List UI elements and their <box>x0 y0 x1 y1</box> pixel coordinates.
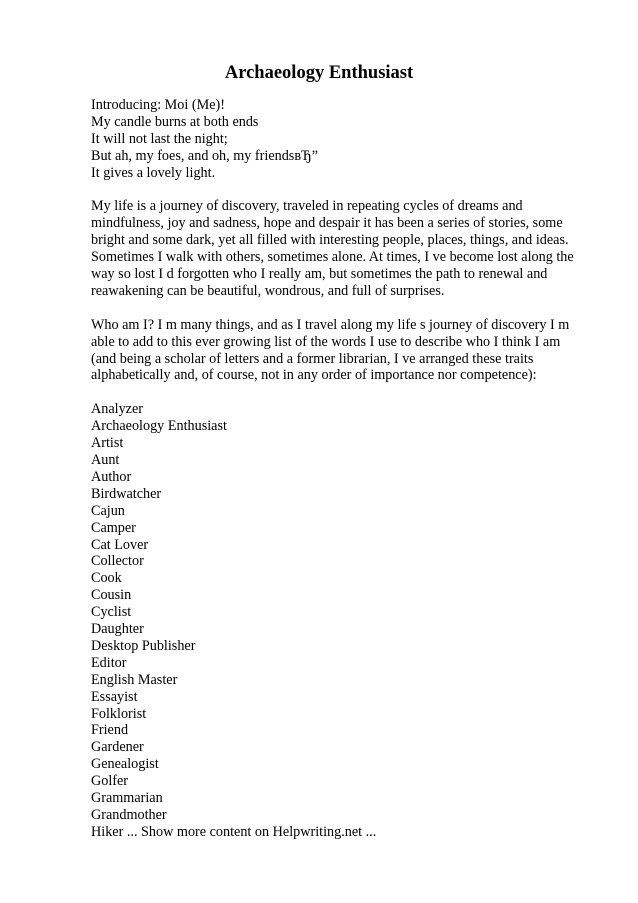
paragraph-line: reawakening can be beautiful, wondrous, and full of surprises. <box>91 282 445 299</box>
trait-item: Birdwatcher <box>91 485 162 502</box>
document-title: Archaeology Enthusiast <box>224 63 414 83</box>
trait-item: Desktop Publisher <box>91 637 196 654</box>
traits-list <box>91 401 601 841</box>
trait-item: Grammarian <box>91 790 163 807</box>
poem-line: Introducing: Moi (Me)! <box>91 97 225 113</box>
trait-item: Cyclist <box>91 604 132 621</box>
paragraph-line: (and being a scholar of letters and a former librarian, I ve arranged these traits <box>91 350 534 367</box>
trait-item: Author <box>91 468 132 485</box>
trait-item: Cat Lover <box>91 536 149 553</box>
paragraph-line: able to add to this ever growing list of the words I use to describe who I think I am <box>91 333 561 350</box>
poem-block <box>91 97 601 182</box>
poem-line: My candle burns at both ends <box>91 113 259 130</box>
trait-item: Analyzer <box>91 401 143 418</box>
trait-item: Gardener <box>91 739 144 756</box>
trait-item: English Master <box>91 671 178 688</box>
trait-item-more: Hiker ... Show more content on Helpwriting.net ... <box>91 823 377 840</box>
paragraph-line: Who am I? I m many things, and as I travel along my life s journey of discovery I m <box>91 316 570 333</box>
paragraph-life-journey <box>91 198 601 299</box>
trait-item: Essayist <box>91 688 138 705</box>
trait-item: Genealogist <box>91 756 159 773</box>
trait-item: Friend <box>91 722 129 739</box>
paragraph-line: bright and some dark, yet all filled with interesting people, places, things, and ideas. <box>91 232 569 249</box>
trait-item: Grandmother <box>91 807 167 824</box>
poem-line: It will not last the night; <box>91 130 228 147</box>
trait-item: Folklorist <box>91 705 147 722</box>
trait-item: Camper <box>91 519 136 536</box>
trait-item: Archaeology Enthusiast <box>91 418 227 435</box>
paragraph-line: alphabetically and, of course, not in any order of importance nor competence): <box>91 367 537 384</box>
trait-item: Daughter <box>91 621 144 638</box>
trait-item: Editor <box>91 654 127 671</box>
trait-item: Collector <box>91 553 144 570</box>
poem-line: It gives a lovely light. <box>91 164 216 181</box>
paragraph-line: Sometimes I walk with others, sometimes alone. At times, I ve become lost along the <box>91 249 574 266</box>
paragraph-line: mindfulness, joy and sadness, hope and despair it has been a series of stories, some <box>91 215 563 232</box>
trait-item: Cousin <box>91 587 132 604</box>
poem-line: But ah, my foes, and oh, my friendsвЂ” <box>91 147 318 164</box>
trait-item: Artist <box>91 435 124 452</box>
trait-item: Golfer <box>91 773 129 790</box>
paragraph-line: way so lost I d forgotten who I really am, but sometimes the path to renewal and <box>91 266 548 283</box>
paragraph-who-am-i <box>91 317 601 385</box>
trait-item: Cook <box>91 570 122 587</box>
trait-item: Cajun <box>91 502 125 519</box>
paragraph-line: My life is a journey of discovery, traveled in repeating cycles of dreams and <box>91 198 523 215</box>
document-body <box>91 97 601 858</box>
trait-item: Aunt <box>91 451 120 468</box>
